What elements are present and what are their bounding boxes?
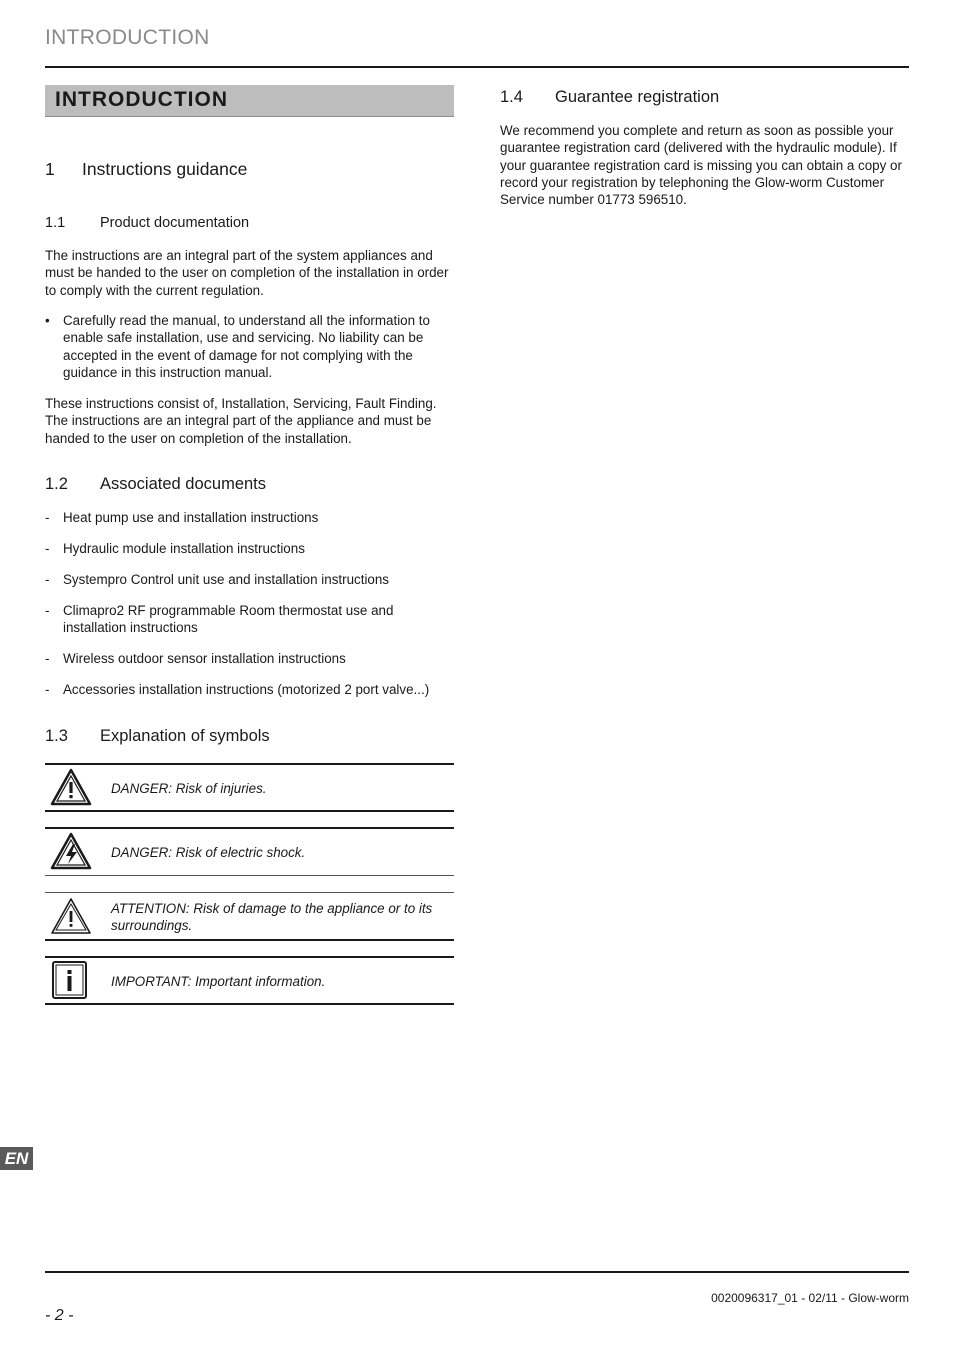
document-list-item bbox=[45, 602, 458, 637]
danger-triangle-icon bbox=[50, 767, 92, 807]
running-header-title: INTRODUCTION bbox=[45, 26, 210, 49]
header-rule bbox=[45, 66, 909, 68]
guarantee-registration-paragraph: We recommend you complete and return as soon as possible your guarantee registration card (delivered with the hydraulic module). If your guarantee registration card is missing you can obtain a copy or record your registration by telephoning the Glow-worm Customer Service number 01773 596510. bbox=[500, 123, 902, 208]
dash-mark: - bbox=[45, 603, 50, 618]
instructions-consist-paragraph: These instructions consist of, Installation, Servicing, Fault Finding. The instructions are an integral part of the appliance and must be handed to the user on completion of the installation. bbox=[45, 396, 437, 446]
language-badge: EN bbox=[0, 1147, 33, 1170]
symbol-rule-bottom bbox=[45, 875, 454, 876]
heading-1-2 bbox=[45, 475, 445, 497]
bullet-mark: • bbox=[45, 313, 50, 328]
symbol-rule-top bbox=[45, 956, 454, 958]
dash-mark: - bbox=[45, 572, 50, 587]
document-list-item bbox=[45, 650, 458, 667]
symbol-description: DANGER: Risk of electric shock. bbox=[111, 845, 306, 860]
attention-triangle-icon bbox=[50, 896, 92, 936]
page-number: - 2 - bbox=[45, 1307, 74, 1324]
section-title: INTRODUCTION bbox=[55, 88, 228, 111]
heading-1 bbox=[45, 159, 445, 181]
footer-rule bbox=[45, 1271, 909, 1273]
symbol-description: DANGER: Risk of injuries. bbox=[111, 781, 267, 796]
heading-1-4 bbox=[500, 88, 900, 110]
document-list-text: Accessories installation instructions (motorized 2 port valve...) bbox=[63, 682, 430, 697]
heading-number: 1.1 bbox=[45, 215, 66, 231]
document-list-item bbox=[45, 509, 458, 526]
heading-number: 1 bbox=[45, 159, 55, 179]
document-list-text: Hydraulic module installation instructions bbox=[63, 541, 305, 556]
info-icon bbox=[50, 960, 92, 1000]
heading-1-3 bbox=[45, 727, 445, 749]
heading-1-1 bbox=[45, 215, 445, 235]
symbol-rule-top bbox=[45, 763, 454, 765]
product-documentation-paragraph: The instructions are an integral part of the system appliances and must be handed to the user on completion of the installation in order to comply with the current regulation. bbox=[45, 248, 449, 298]
dash-mark: - bbox=[45, 682, 50, 697]
heading-title: Product documentation bbox=[100, 215, 250, 231]
heading-number: 1.3 bbox=[45, 727, 68, 745]
symbol-description: IMPORTANT: Important information. bbox=[111, 974, 326, 989]
electric-shock-icon bbox=[50, 831, 92, 871]
heading-title: Explanation of symbols bbox=[100, 727, 270, 745]
document-list-item bbox=[45, 540, 458, 557]
bullet-item bbox=[45, 312, 458, 381]
symbol-rule-top bbox=[45, 827, 454, 829]
symbol-rule-bottom bbox=[45, 939, 454, 941]
section-title-box bbox=[45, 85, 454, 117]
document-list-text: Systempro Control unit use and installation instructions bbox=[63, 572, 390, 587]
symbol-description: ATTENTION: Risk of damage to the appliance or to its surroundings. bbox=[111, 901, 433, 934]
symbol-rule-top bbox=[45, 892, 454, 893]
heading-title: Instructions guidance bbox=[82, 159, 248, 179]
symbol-rule-bottom bbox=[45, 810, 454, 812]
heading-title: Associated documents bbox=[100, 475, 267, 493]
dash-mark: - bbox=[45, 510, 50, 525]
document-list-item bbox=[45, 571, 458, 588]
heading-number: 1.4 bbox=[500, 88, 523, 106]
heading-number: 1.2 bbox=[45, 475, 68, 493]
document-reference: 0020096317_01 - 02/11 - Glow-worm bbox=[711, 1291, 909, 1305]
document-list-text: Heat pump use and installation instructions bbox=[63, 510, 319, 525]
document-list-text: Wireless outdoor sensor installation instructions bbox=[63, 651, 346, 666]
bullet-text: Carefully read the manual, to understand all the information to enable safe installation, use and servicing. No liability can be accepted in the event of damage for not complying with the guidance in this instruction manual. bbox=[63, 313, 430, 380]
heading-title: Guarantee registration bbox=[555, 88, 720, 106]
dash-mark: - bbox=[45, 651, 50, 666]
document-list-text: Climapro2 RF programmable Room thermostat use and installation instructions bbox=[63, 603, 394, 636]
dash-mark: - bbox=[45, 541, 50, 556]
document-list-item bbox=[45, 681, 458, 698]
symbol-rule-bottom bbox=[45, 1003, 454, 1005]
